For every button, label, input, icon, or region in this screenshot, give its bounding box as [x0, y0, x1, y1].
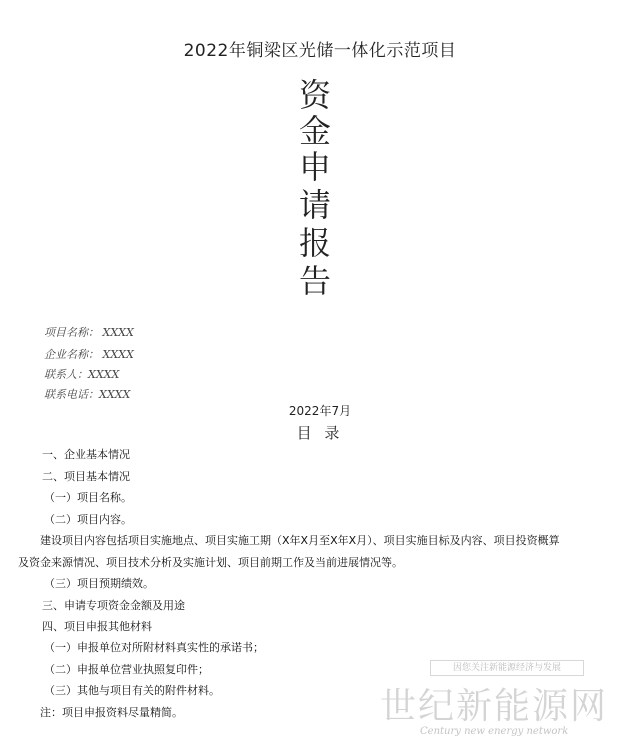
toc-title: 目 录 — [296, 424, 344, 442]
info-project-name: 项目名称： XXXX — [44, 326, 134, 339]
toc-item: （一）申报单位对所附材料真实性的承诺书； — [44, 641, 264, 654]
watermark-subtitle: Century new energy network — [420, 726, 569, 737]
toc-item: （二）申报单位营业执照复印件； — [44, 663, 209, 676]
toc-item: 一、企业基本情况 — [42, 448, 130, 461]
toc-item: （三）项目预期绩效。 — [44, 577, 154, 590]
report-title-char-6: 告 — [298, 262, 331, 300]
report-title-char-5: 报 — [298, 224, 331, 262]
toc-item: 四、项目申报其他材料 — [42, 620, 152, 633]
watermark-banner: 因您关注新能源经济与发展 — [430, 660, 584, 676]
info-contact-person: 联系人：XXXX — [44, 368, 120, 381]
report-title-char-3: 申 — [298, 148, 331, 186]
info-company-name: 企业名称： XXXX — [44, 348, 134, 361]
toc-item: 建设项目内容包括项目实施地点、项目实施工期（X年X月至X年X月）、项目实施目标及内容、项目投资概算 — [40, 534, 560, 547]
toc-item: 及资金来源情况、项目技术分析及实施计划、项目前期工作及当前进展情况等。 — [18, 556, 403, 569]
watermark-logo-text: 世纪新能源网 — [380, 686, 609, 727]
report-title-char-1: 资 — [298, 76, 331, 114]
report-date: 2022年7月 — [288, 404, 352, 418]
info-contact-phone: 联系电话：XXXX — [44, 388, 131, 401]
toc-item: 三、申请专项资金金额及用途 — [42, 599, 185, 612]
toc-item: （一）项目名称。 — [44, 491, 132, 504]
report-title-char-2: 金 — [298, 112, 331, 150]
toc-item: 注：项目申报资料尽量精简。 — [40, 706, 183, 719]
toc-item: （三）其他与项目有关的附件材料。 — [44, 684, 220, 697]
report-title-char-4: 请 — [298, 186, 331, 224]
project-title: 2022年铜梁区光储一体化示范项目 — [183, 41, 457, 61]
toc-item: （二）项目内容。 — [44, 513, 132, 526]
toc-item: 二、项目基本情况 — [42, 470, 130, 483]
